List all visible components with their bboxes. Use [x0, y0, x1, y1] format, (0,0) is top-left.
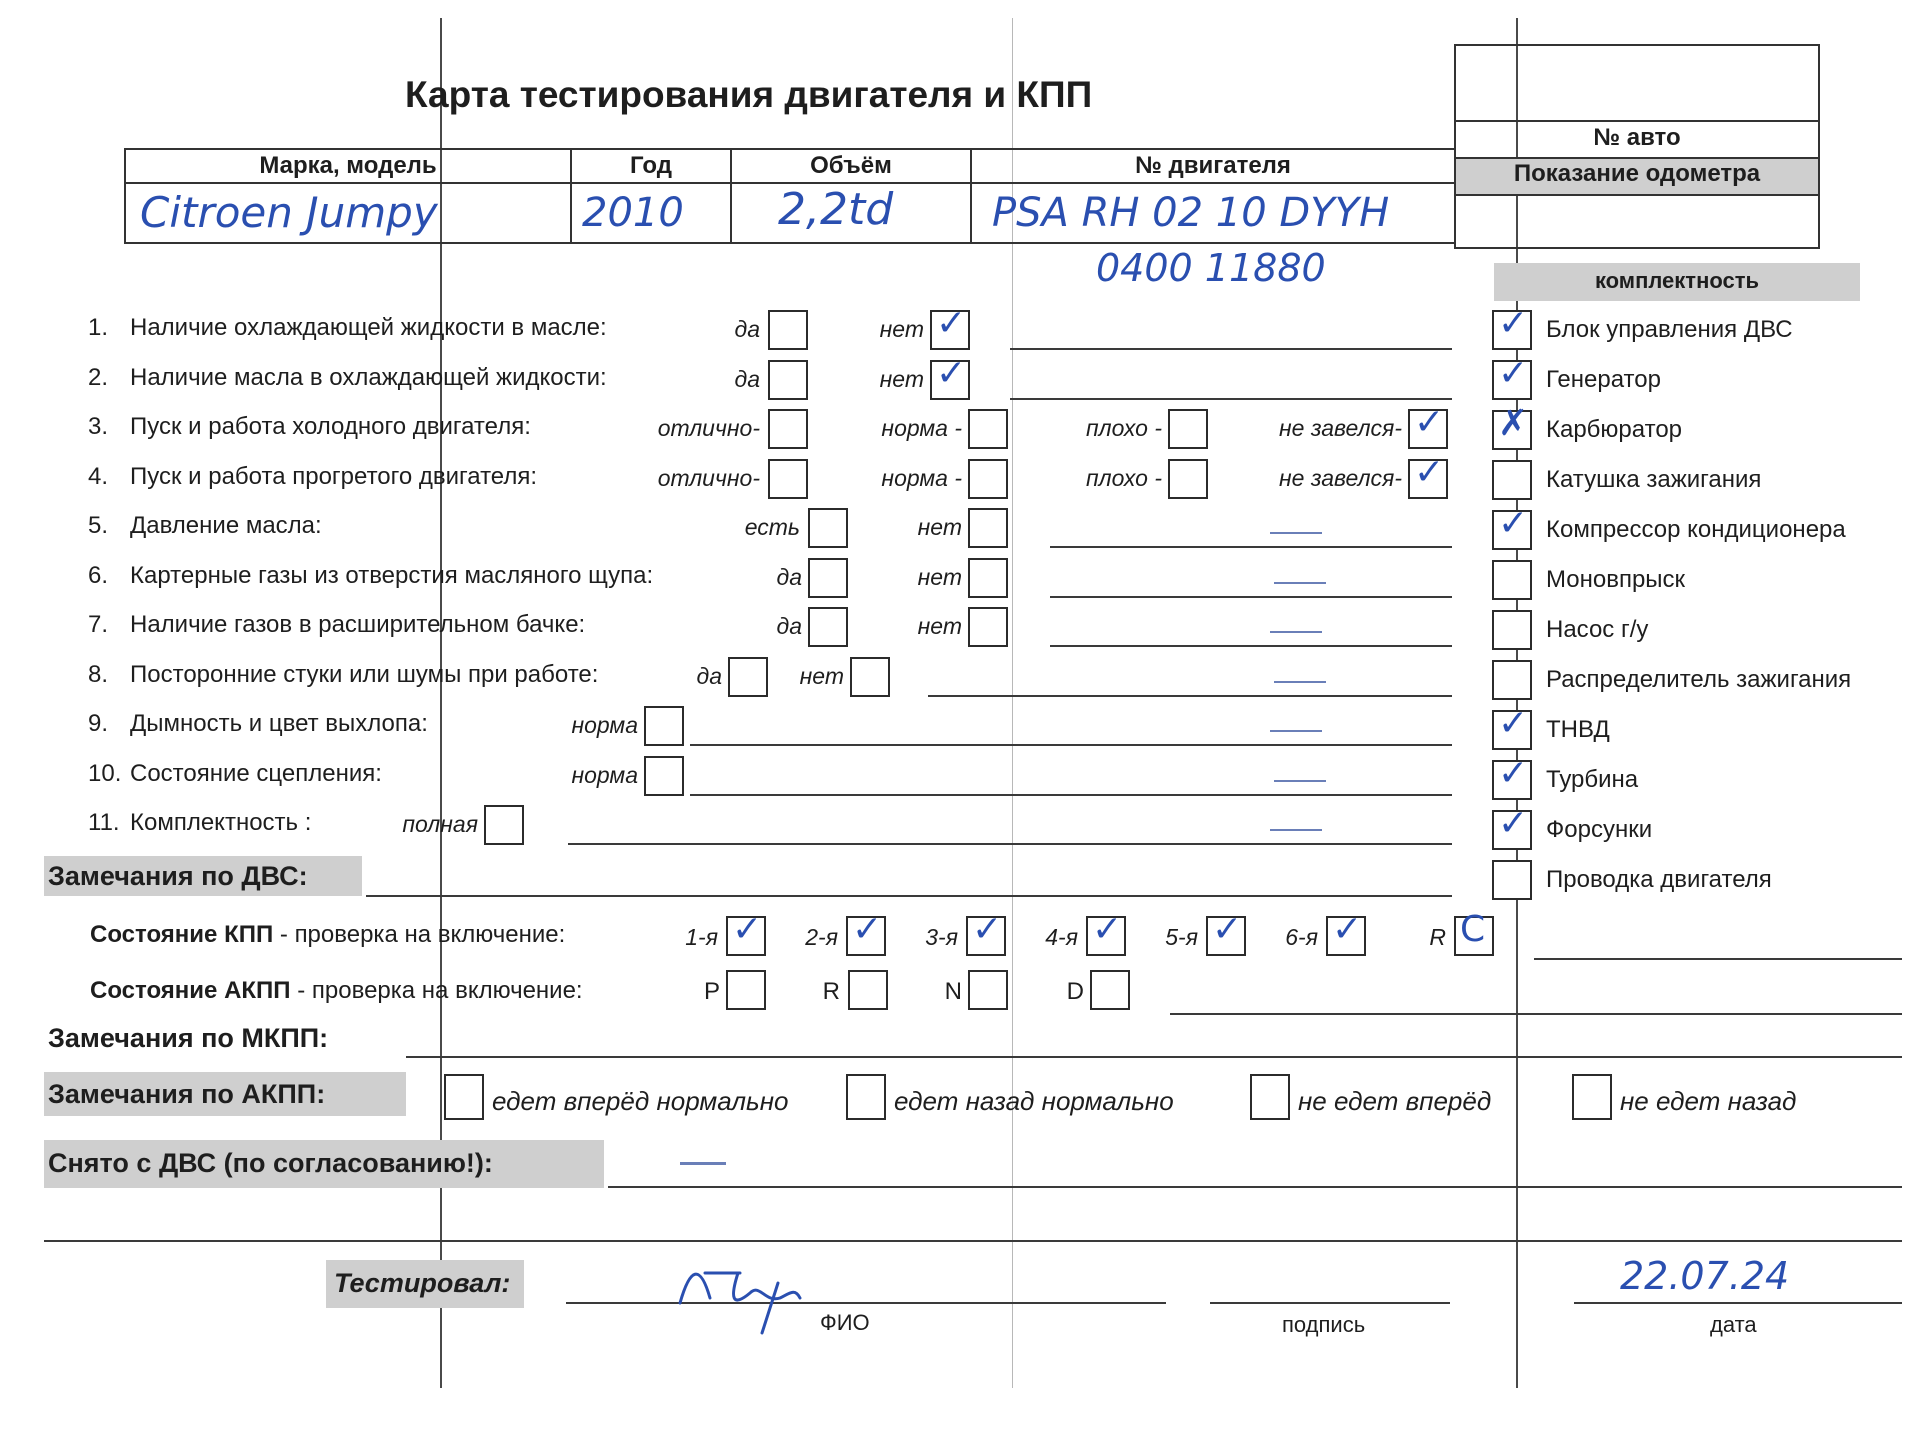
question-text: Наличие газов в расширительном бачке:	[130, 611, 586, 638]
check-mark-icon: ✓	[852, 909, 883, 950]
gear-checkbox[interactable]	[726, 909, 766, 956]
remarks-akpp-label: Замечания по АКПП:	[48, 1079, 326, 1109]
option-label: нет	[879, 316, 924, 342]
kit-item-label: Катушка зажигания	[1546, 466, 1762, 493]
option-checkbox[interactable]	[1168, 409, 1208, 449]
akpp-remark-label: не едет вперёд	[1298, 1086, 1492, 1116]
kit-checkbox[interactable]	[1492, 703, 1532, 750]
option-checkbox[interactable]	[808, 607, 848, 647]
option-checkbox[interactable]	[968, 508, 1008, 548]
col-make-model: Марка, модель	[259, 152, 437, 179]
option-checkbox[interactable]	[484, 805, 524, 845]
check-mark-icon: ✓	[936, 352, 967, 394]
option-checkbox[interactable]	[968, 459, 1008, 499]
option-label: норма -	[881, 415, 962, 441]
question-text: Дымность и цвет выхлопа:	[130, 710, 428, 737]
option-label: нет	[917, 613, 962, 639]
option-label: полная	[402, 811, 478, 837]
option-label: да	[734, 316, 760, 342]
option-checkbox[interactable]	[968, 558, 1008, 598]
check-mark-icon: ✓	[1414, 402, 1445, 443]
answer-line	[1010, 348, 1452, 350]
date-line	[1574, 1302, 1902, 1304]
auto-number-box	[1454, 44, 1820, 249]
option-label: нет	[917, 514, 962, 540]
answer-line	[568, 843, 1452, 845]
kit-checkbox[interactable]	[1492, 610, 1532, 650]
check-mark-icon: ✓	[1498, 753, 1529, 794]
option-checkbox[interactable]	[768, 409, 808, 449]
check-mark-icon: ✓	[1498, 503, 1529, 544]
col-engine-number: № двигателя	[1135, 152, 1291, 179]
akpp-gear-label: N	[944, 978, 962, 1005]
kit-item-label: Насос г/у	[1546, 616, 1649, 643]
kit-checkbox[interactable]	[1492, 353, 1532, 400]
cross-mark-icon: ✗	[1498, 403, 1529, 444]
akpp-gear-checkbox[interactable]	[968, 970, 1008, 1010]
option-checkbox[interactable]	[850, 657, 890, 697]
akpp-remark-checkbox[interactable]	[1572, 1074, 1612, 1120]
kit-header: комплектность	[1594, 268, 1760, 293]
akpp-label: Состояние АКПП - проверка на включение:	[90, 977, 583, 1004]
engine-number-value: PSA RH 02 10 DYYH	[992, 190, 1390, 236]
kit-item-label: Моновпрыск	[1546, 566, 1686, 593]
answer-line	[690, 744, 1452, 746]
option-label: норма -	[881, 464, 962, 491]
handwritten-dash	[1270, 829, 1322, 831]
remarks-mkpp-line	[406, 1056, 1902, 1058]
gear-label: 5-я	[1165, 924, 1198, 950]
kit-item-label: Распределитель зажигания	[1546, 666, 1852, 693]
answer-line	[1050, 645, 1452, 647]
option-checkbox[interactable]	[968, 409, 1008, 449]
kit-checkbox[interactable]	[1492, 503, 1532, 550]
question-text: Комплектность :	[130, 809, 312, 836]
kit-checkbox[interactable]	[1492, 303, 1532, 350]
remarks-dvs-line	[366, 895, 1452, 897]
option-checkbox[interactable]	[930, 303, 970, 350]
option-checkbox[interactable]	[930, 352, 970, 400]
gear-label: 4-я	[1045, 924, 1078, 950]
removed-line	[608, 1186, 1902, 1188]
odometer-label: Показание одометра	[1513, 160, 1761, 187]
gear-label: 6-я	[1285, 924, 1318, 950]
option-label: да	[734, 365, 760, 392]
answer-line	[1050, 596, 1452, 598]
question-number: 11.	[88, 809, 120, 836]
kit-checkbox[interactable]	[1492, 560, 1532, 600]
akpp-remark-checkbox[interactable]	[444, 1074, 484, 1120]
gear-label: 1-я	[685, 924, 718, 950]
akpp-gear-checkbox[interactable]	[726, 970, 766, 1010]
option-label: отлично-	[657, 415, 760, 441]
removed-dash	[680, 1162, 726, 1165]
page-title: Карта тестирования двигателя и КПП	[405, 74, 1093, 115]
question-text: Пуск и работа холодного двигателя:	[130, 413, 531, 440]
akpp-line	[1170, 1013, 1902, 1015]
option-label: плохо -	[1086, 415, 1162, 441]
check-mark-icon: C	[1460, 909, 1486, 950]
check-mark-icon: ✓	[1498, 803, 1529, 844]
question-number: 6.	[88, 561, 109, 589]
handwritten-dash	[1274, 780, 1326, 782]
handwritten-dash	[1270, 730, 1322, 732]
option-checkbox[interactable]	[1408, 402, 1448, 449]
signature-label: подпись	[1282, 1312, 1366, 1337]
option-checkbox[interactable]	[1168, 459, 1208, 499]
option-checkbox[interactable]	[644, 756, 684, 796]
answer-line	[1010, 398, 1452, 400]
removed-label: Снято с ДВС (по согласованию!):	[48, 1148, 493, 1178]
check-mark-icon: ✓	[1498, 303, 1529, 344]
signature-line	[1210, 1302, 1450, 1304]
option-checkbox[interactable]	[644, 706, 684, 746]
kit-checkbox[interactable]	[1492, 460, 1532, 500]
fio-label: ФИО	[820, 1310, 870, 1335]
question-number: 2.	[88, 363, 109, 391]
gear-checkbox[interactable]	[966, 909, 1006, 956]
handwritten-dash	[1270, 631, 1322, 633]
removed-line-2	[44, 1240, 1902, 1242]
tested-label: Тестировал:	[334, 1268, 511, 1298]
akpp-remark-label: едет назад нормально	[894, 1086, 1174, 1116]
vehicle-header-table	[124, 148, 1456, 244]
option-checkbox[interactable]	[768, 360, 808, 400]
option-label: не завелся-	[1278, 464, 1402, 491]
question-number: 10.	[88, 759, 122, 787]
check-mark-icon: ✓	[1212, 909, 1243, 950]
fio-line	[566, 1302, 1166, 1304]
option-checkbox[interactable]	[1408, 451, 1448, 499]
gear-checkbox[interactable]	[1454, 909, 1494, 956]
option-label: норма	[571, 761, 638, 788]
gear-checkbox[interactable]	[1086, 909, 1126, 956]
handwritten-signature	[660, 1248, 840, 1338]
question-number: 8.	[88, 660, 109, 688]
gear-checkbox[interactable]	[846, 909, 886, 956]
question-text: Наличие охлаждающей жидкости в масле:	[130, 314, 607, 341]
check-mark-icon: ✓	[1414, 451, 1445, 493]
akpp-gear-checkbox[interactable]	[1090, 970, 1130, 1010]
answer-line	[1050, 546, 1452, 548]
question-number: 4.	[88, 462, 109, 490]
kit-checkbox[interactable]	[1492, 403, 1532, 450]
kit-item-label: Проводка двигателя	[1546, 866, 1772, 893]
option-checkbox[interactable]	[808, 508, 848, 548]
col-volume: Объём	[810, 152, 892, 179]
option-label: да	[776, 563, 802, 590]
answer-line	[690, 794, 1452, 796]
option-label: нет	[799, 662, 844, 689]
question-number: 1.	[88, 314, 109, 341]
option-label: норма	[571, 712, 638, 738]
option-label: да	[696, 662, 722, 689]
akpp-remark-checkbox[interactable]	[1250, 1074, 1290, 1120]
gear-label: R	[1429, 924, 1446, 950]
handwritten-dash	[1270, 532, 1322, 534]
remarks-dvs-label: Замечания по ДВС:	[48, 861, 308, 891]
option-checkbox[interactable]	[968, 607, 1008, 647]
kit-item-label: Блок управления ДВС	[1546, 316, 1793, 343]
handwritten-date: 22.07.24	[1620, 1254, 1790, 1298]
question-text: Наличие масла в охлаждающей жидкости:	[130, 363, 607, 391]
check-mark-icon: ✓	[732, 909, 763, 950]
question-number: 5.	[88, 512, 109, 539]
akpp-gear-checkbox[interactable]	[848, 970, 888, 1010]
date-label: дата	[1710, 1312, 1757, 1337]
auto-number-label: № авто	[1593, 124, 1681, 151]
akpp-remark-label: едет вперёд нормально	[492, 1086, 789, 1116]
kit-item-label: Форсунки	[1546, 816, 1653, 843]
gear-label: 2-я	[805, 924, 838, 950]
kit-checkbox[interactable]	[1492, 753, 1532, 800]
question-text: Состояние сцепления:	[130, 759, 382, 787]
kit-item-label: Турбина	[1546, 766, 1639, 793]
option-checkbox[interactable]	[808, 558, 848, 598]
option-checkbox[interactable]	[768, 459, 808, 499]
question-text: Давление масла:	[130, 512, 322, 539]
make-model-value: Citroen Jumpy	[140, 188, 438, 237]
check-mark-icon: ✓	[936, 303, 967, 344]
akpp-remark-label: не едет назад	[1620, 1086, 1797, 1116]
check-mark-icon: ✓	[1498, 353, 1529, 394]
engine-number-value-2: 0400 11880	[1096, 246, 1326, 290]
option-label: нет	[879, 365, 924, 392]
option-label: плохо -	[1086, 464, 1162, 491]
kit-checkbox[interactable]	[1492, 660, 1532, 700]
check-mark-icon: ✓	[1332, 909, 1363, 950]
question-number: 9.	[88, 710, 109, 737]
kit-checkbox[interactable]	[1492, 803, 1532, 850]
gear-checkbox[interactable]	[1206, 909, 1246, 956]
handwritten-dash	[1274, 582, 1326, 584]
kit-item-label: Генератор	[1546, 366, 1661, 393]
akpp-gear-label: D	[1066, 978, 1084, 1005]
handwritten-dash	[1274, 681, 1326, 683]
akpp-gear-label: R	[822, 978, 840, 1005]
question-text: Пуск и работа прогретого двигателя:	[130, 462, 538, 490]
kit-item-label: ТНВД	[1546, 716, 1610, 743]
question-number: 3.	[88, 413, 109, 440]
akpp-gear-label: P	[703, 978, 720, 1005]
option-label: отлично-	[657, 464, 760, 491]
option-label: есть	[744, 514, 800, 540]
question-number: 7.	[88, 611, 109, 638]
gear-checkbox[interactable]	[1326, 909, 1366, 956]
kit-item-label: Компрессор кондиционера	[1546, 516, 1846, 543]
check-mark-icon: ✓	[1092, 909, 1123, 950]
akpp-remark-checkbox[interactable]	[846, 1074, 886, 1120]
kpp-label: Состояние КПП - проверка на включение:	[90, 921, 566, 948]
col-year: Год	[630, 152, 672, 179]
kpp-line	[1534, 958, 1902, 960]
year-value: 2010	[582, 190, 684, 236]
kit-checkbox[interactable]	[1492, 860, 1532, 900]
volume-value: 2,2td	[778, 184, 894, 235]
option-checkbox[interactable]	[768, 310, 808, 350]
option-checkbox[interactable]	[728, 657, 768, 697]
option-label: не завелся-	[1278, 415, 1402, 441]
question-text: Картерные газы из отверстия масляного щупа:	[130, 561, 654, 589]
gear-label: 3-я	[925, 924, 958, 950]
answer-line	[928, 695, 1452, 697]
option-label: нет	[917, 563, 962, 590]
option-label: да	[776, 613, 802, 639]
remarks-mkpp-label: Замечания по МКПП:	[48, 1023, 329, 1053]
kit-item-label: Карбюратор	[1546, 416, 1683, 443]
check-mark-icon: ✓	[1498, 703, 1529, 744]
question-text: Посторонние стуки или шумы при работе:	[130, 660, 599, 688]
check-mark-icon: ✓	[972, 909, 1003, 950]
